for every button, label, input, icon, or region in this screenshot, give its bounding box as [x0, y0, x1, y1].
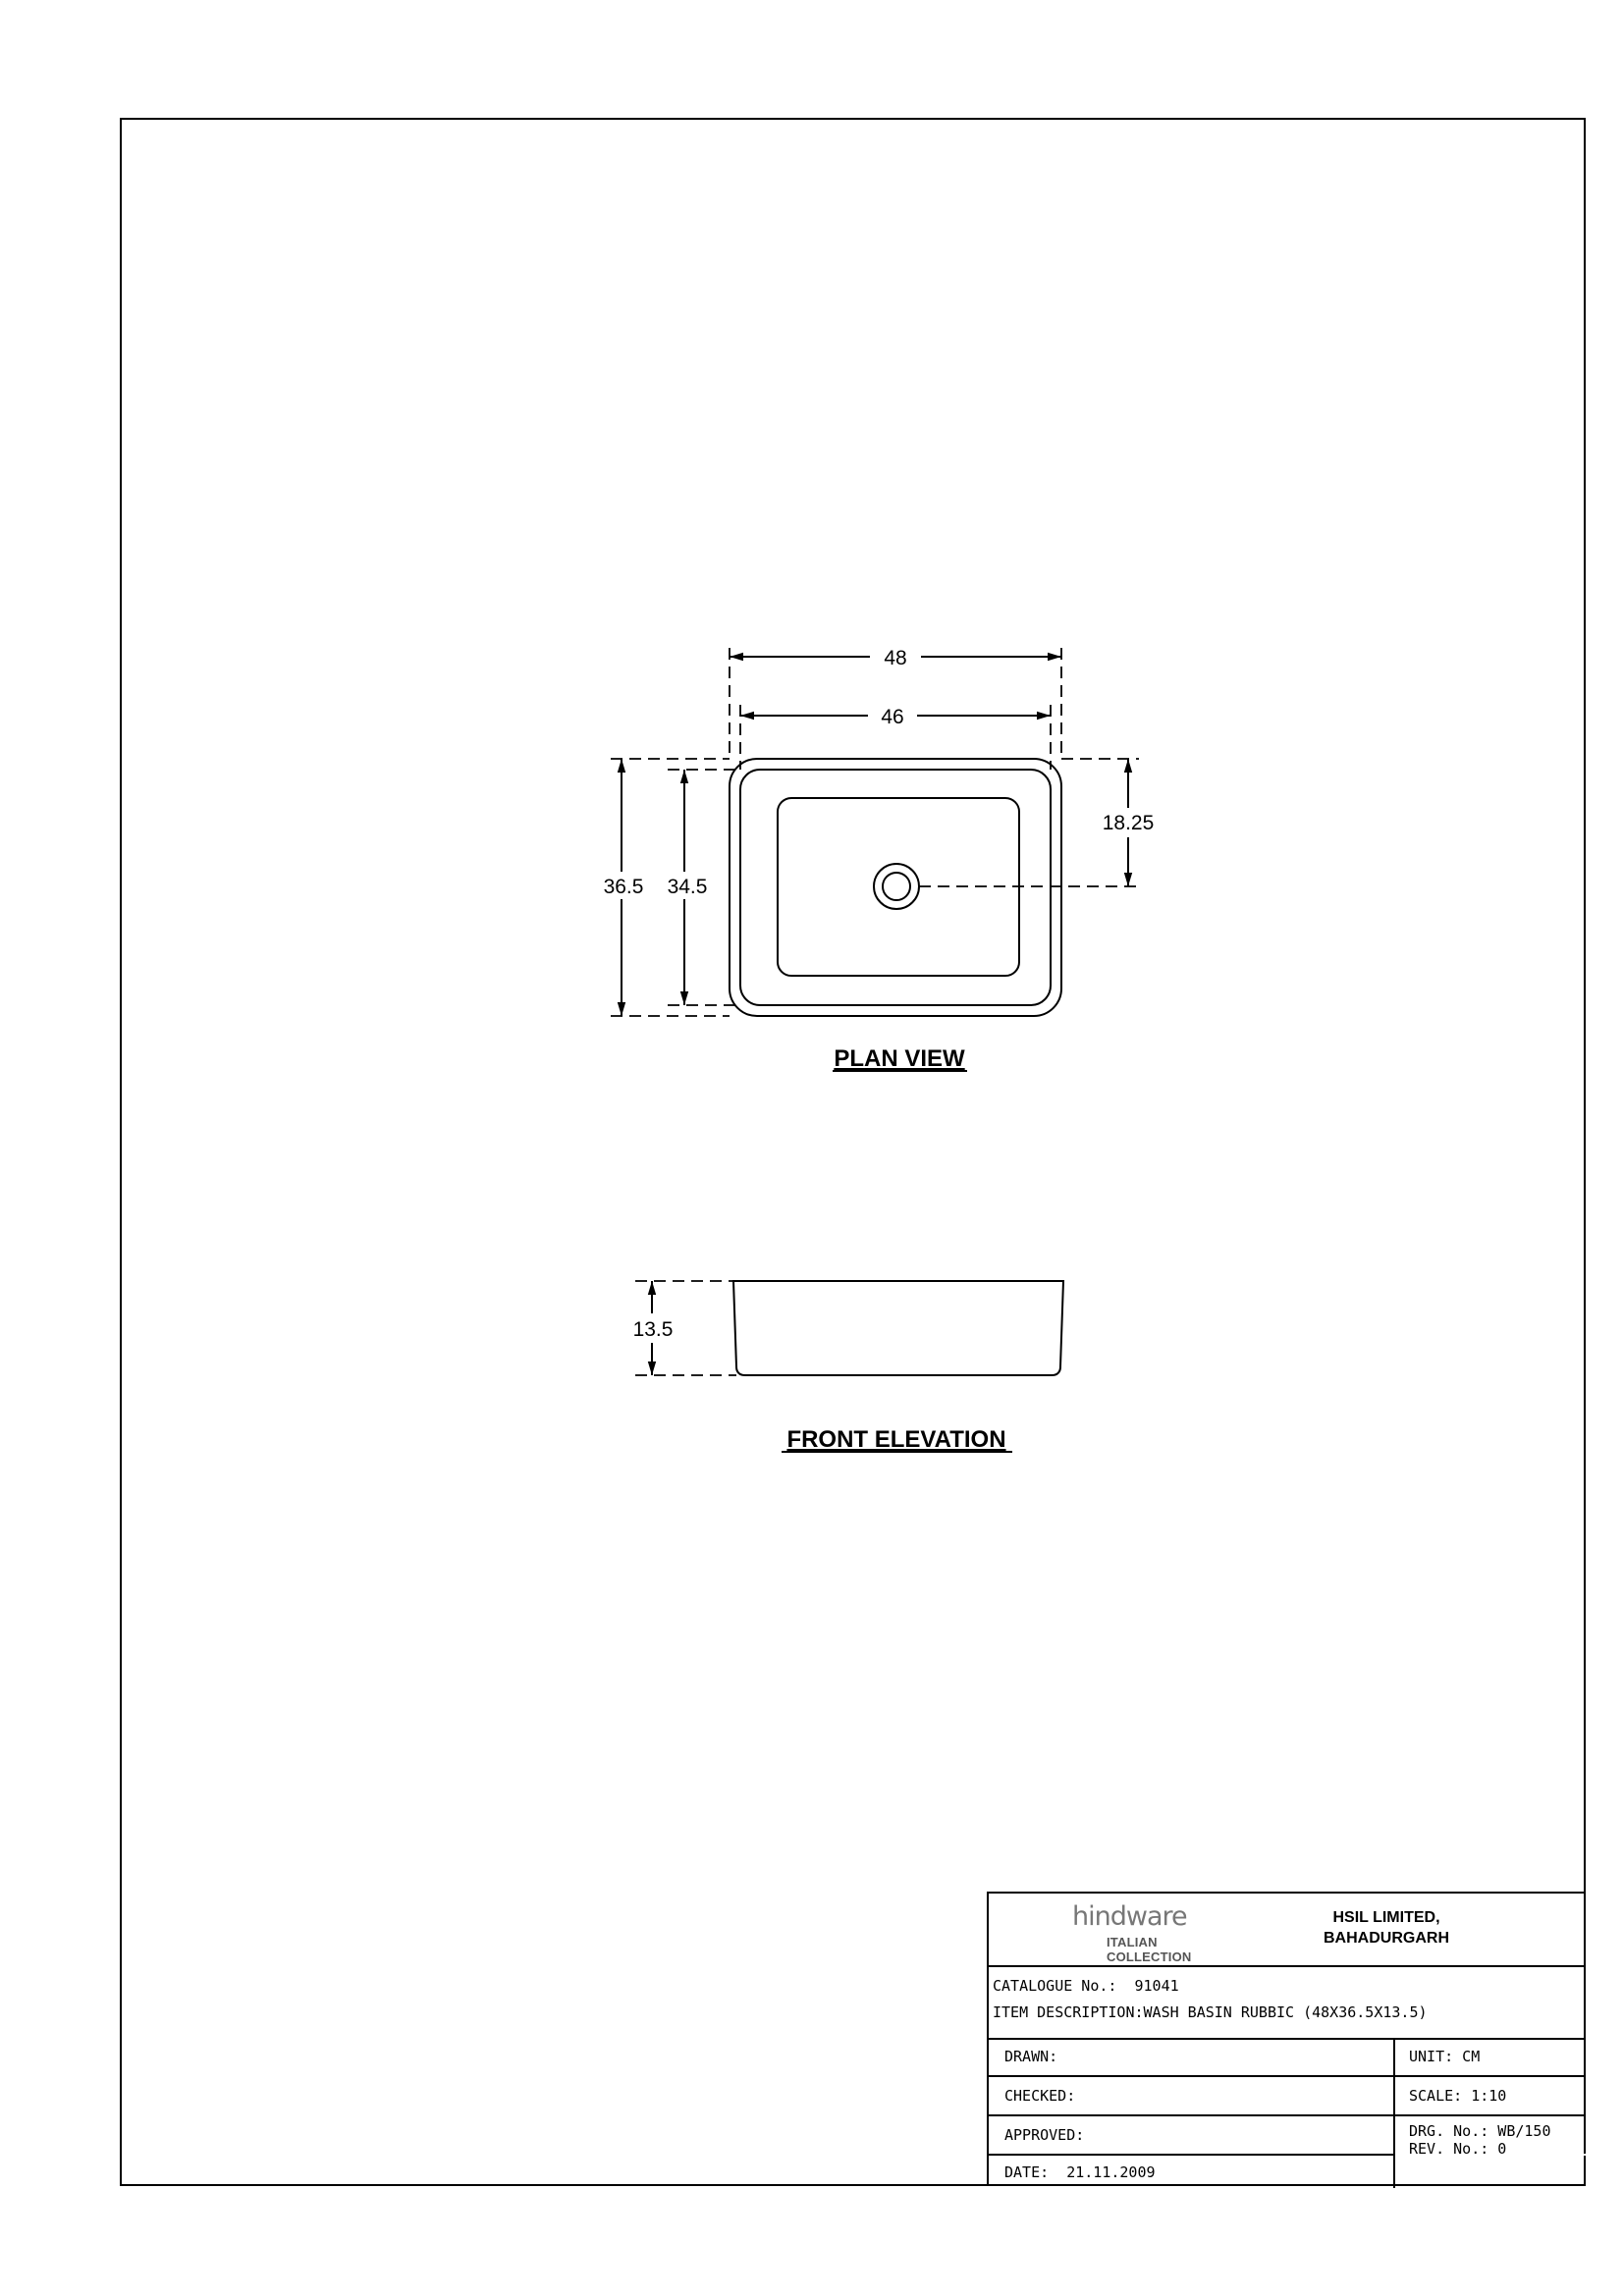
- approved-label: APPROVED:: [1004, 2126, 1085, 2144]
- plan-view: [611, 648, 1139, 1016]
- checked-label: CHECKED:: [1004, 2087, 1076, 2105]
- scale-value: SCALE: 1:10: [1409, 2087, 1507, 2105]
- drawing-number: DRG. No.: WB/150: [1409, 2122, 1551, 2140]
- title-block: [987, 1892, 1586, 2186]
- dim-height: 13.5: [632, 1318, 674, 1341]
- title-block-info: [989, 1965, 1586, 2040]
- company-location: BAHADURGARH: [1324, 1930, 1449, 1947]
- logo-collection: ITALIAN COLLECTION: [1107, 1935, 1192, 1964]
- title-block-divider: [1393, 2038, 1395, 2188]
- revision-number: REV. No.: 0: [1409, 2140, 1507, 2158]
- hindware-logo: [1072, 1901, 1239, 1964]
- company-name: [1303, 1907, 1470, 1949]
- unit-value: UNIT: CM: [1409, 2048, 1481, 2065]
- date-label: DATE:: [1004, 2163, 1050, 2181]
- front-elevation: [632, 1281, 1063, 1375]
- catalogue-label: CATALOGUE No.:: [993, 1977, 1117, 1995]
- title-block-header: [989, 1894, 1586, 1967]
- company-title: HSIL LIMITED,: [1332, 1909, 1440, 1926]
- dim-inner-depth: 34.5: [667, 876, 708, 898]
- date-row: [989, 2156, 1393, 2188]
- basin-inner-outline: [740, 770, 1051, 1005]
- drain-inner-circle: [883, 873, 910, 900]
- item-description-label: ITEM DESCRIPTION:: [993, 2003, 1144, 2021]
- front-elevation-title: FRONT ELEVATION: [786, 1426, 1006, 1453]
- basin-side-profile: [733, 1281, 1063, 1375]
- dim-outer-width: 48: [884, 647, 907, 669]
- extension-lines: [611, 648, 1139, 1016]
- drawn-row: [989, 2038, 1586, 2077]
- drawn-label: DRAWN:: [1004, 2048, 1058, 2065]
- catalogue-line: [993, 1977, 1179, 1995]
- logo-brand: hindware: [1072, 1901, 1187, 1932]
- date-line: [1004, 2163, 1156, 2181]
- item-description-line: [993, 2003, 1428, 2021]
- drain-outer-circle: [874, 864, 919, 909]
- dim-inner-width: 46: [881, 706, 904, 728]
- catalogue-number: 91041: [1134, 1977, 1179, 1995]
- date-value: 21.11.2009: [1066, 2163, 1156, 2181]
- dim-outer-depth: 36.5: [603, 876, 644, 898]
- plan-view-title: PLAN VIEW: [834, 1045, 965, 1072]
- item-description-value: WASH BASIN RUBBIC (48X36.5X13.5): [1143, 2003, 1428, 2021]
- dim-drain-offset: 18.25: [1102, 812, 1155, 834]
